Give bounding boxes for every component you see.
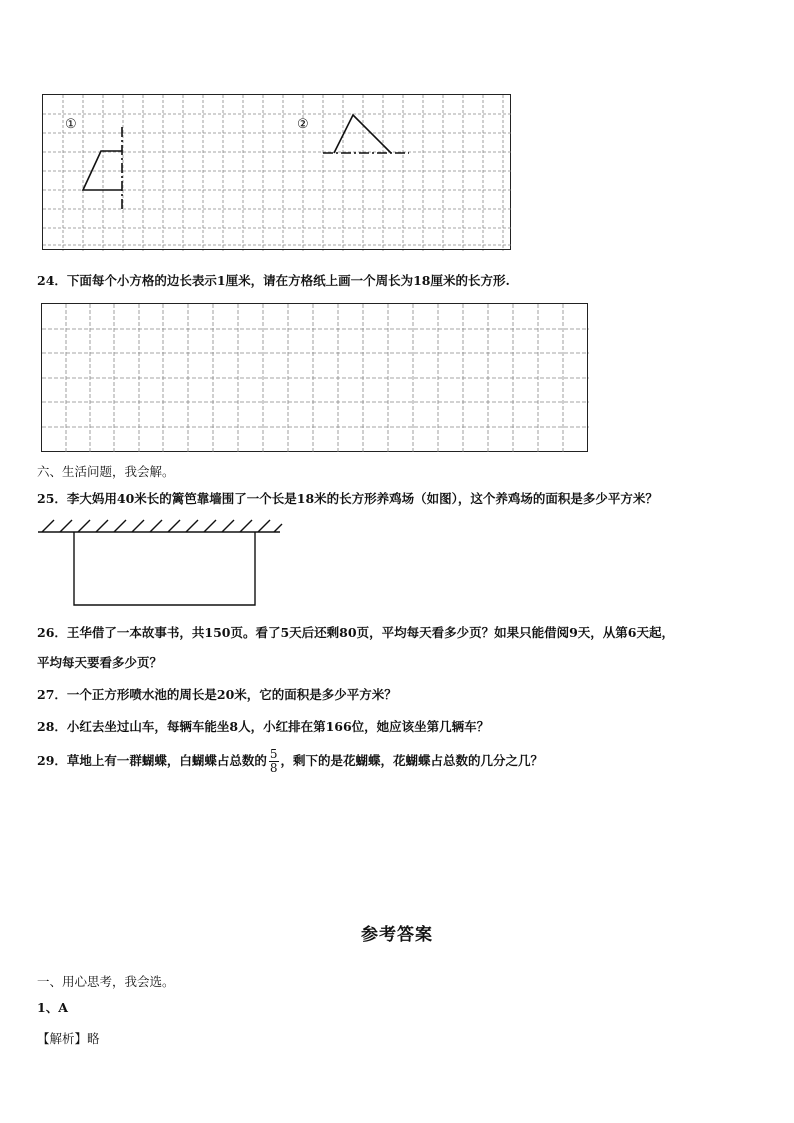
answer-analysis: 【解析】略 [37, 1031, 100, 1046]
question-26-line2: 平均每天要看多少页？ [37, 655, 163, 670]
question-27: 27．一个正方形喷水池的周长是20米，它的面积是多少平方米？ [37, 687, 397, 702]
answers-section-1: 一、用心思考，我会选。 [37, 974, 175, 989]
chicken-farm-diagram [38, 518, 283, 610]
shape2-half-triangle [323, 115, 409, 153]
question-29 [37, 746, 543, 776]
fraction-five-eighths [269, 748, 279, 775]
figure-label-2: ② [297, 117, 309, 132]
question-28: 28．小红去坐过山车，每辆车能坐8人，小红排在第166位，她应该坐第几辆车？ [37, 719, 490, 734]
question-24: 24．下面每个小方格的边长表示1厘米，请在方格纸上画一个周长为18厘米的长方形. [37, 273, 510, 288]
rectangle-grid-svg [42, 304, 589, 453]
question-25: 25．李大妈用40米长的篱笆靠墙围了一个长是18米的长方形养鸡场（如图），这个养鸡场的面积是多少平方米？ [37, 491, 658, 506]
figure-label-1: ① [65, 117, 77, 132]
shape1-half-trapezoid [83, 127, 122, 210]
answer-item-1: 1、A [37, 1000, 68, 1015]
fraction-denominator: 8 [269, 761, 278, 775]
question-29-after: ，剩下的是花蝴蝶，花蝴蝶占总数的几分之几？ [280, 753, 544, 768]
symmetry-grid-svg [43, 95, 512, 251]
symmetry-grid-figure [42, 94, 511, 250]
question-26-line1: 26．王华借了一本故事书，共150页。看了5天后还剩80页，平均每天看多少页？如果只能借阅9天，从第6天起， [37, 625, 674, 640]
fraction-numerator: 5 [269, 747, 278, 761]
section-6-heading: 六、生活问题，我会解。 [37, 464, 175, 479]
answers-title: 参考答案 [361, 925, 433, 945]
question-29-before: 29．草地上有一群蝴蝶，白蝴蝶占总数的 [37, 753, 267, 768]
rectangle-grid-paper [41, 303, 588, 452]
